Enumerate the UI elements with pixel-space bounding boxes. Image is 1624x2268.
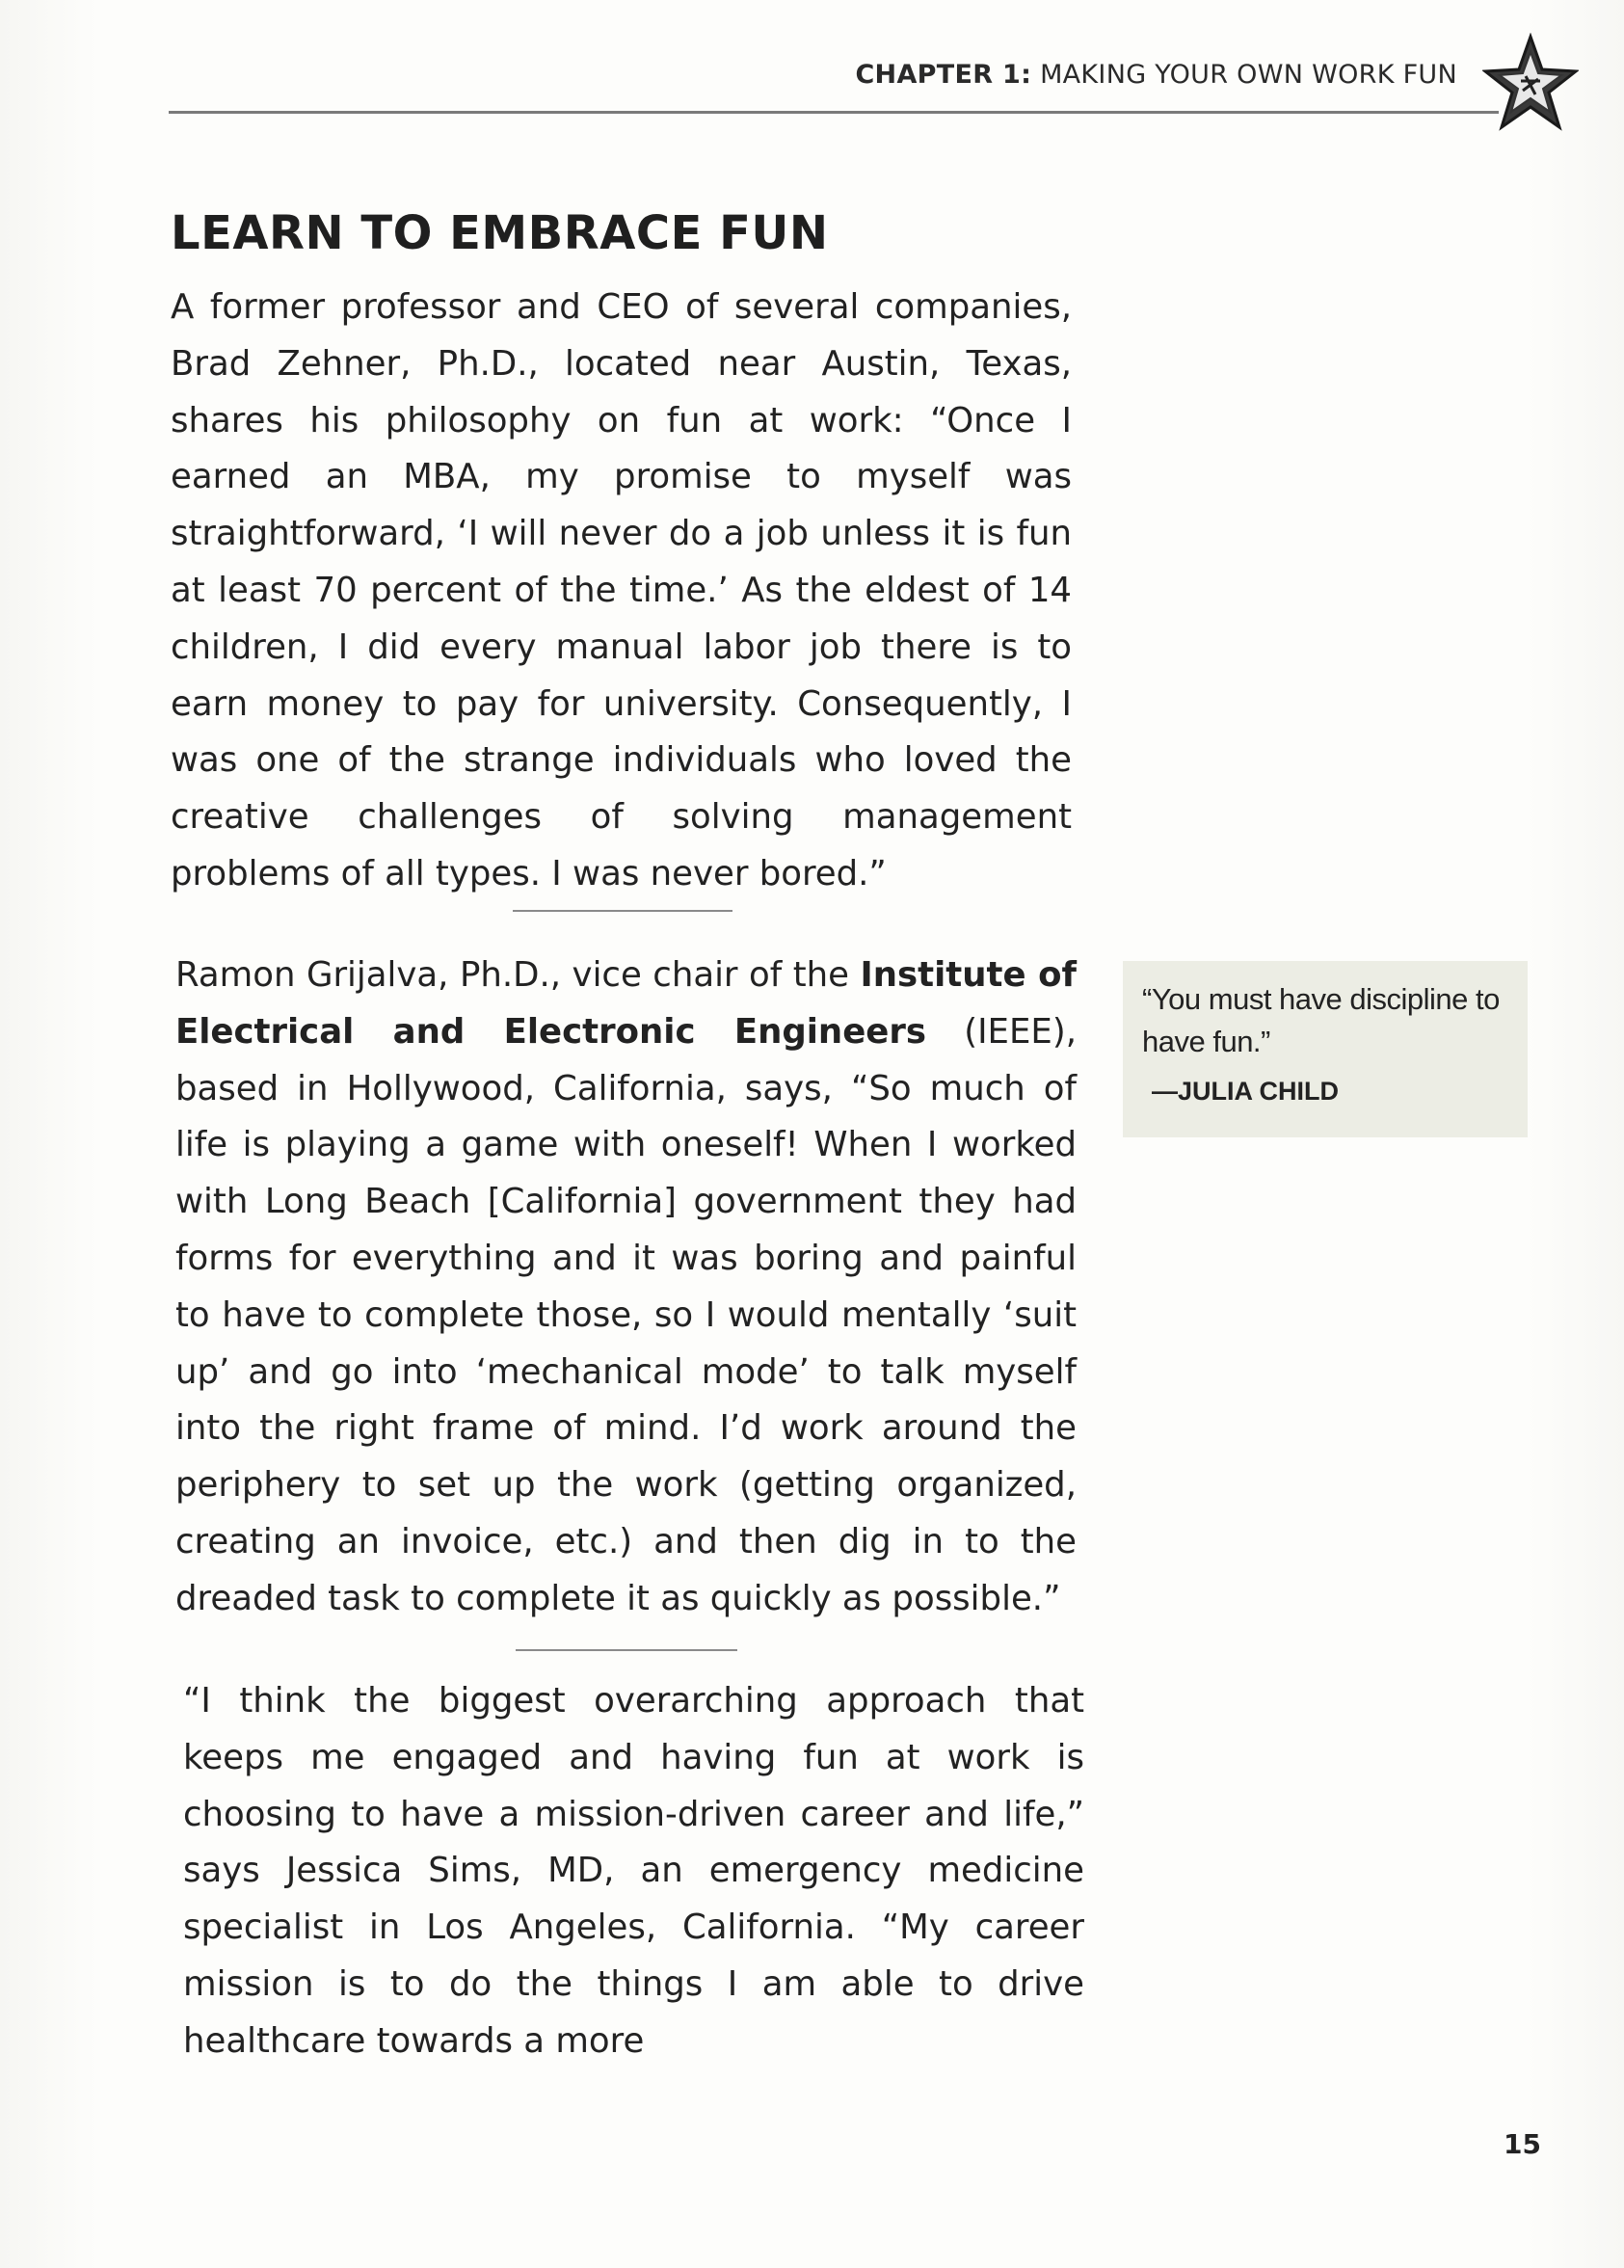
chapter-title: MAKING YOUR OWN WORK FUN — [1040, 60, 1457, 90]
star-icon — [1482, 33, 1579, 139]
paragraph-grijalva — [175, 947, 1077, 1628]
header-rule — [169, 111, 1499, 114]
paragraph-text: (IEEE), based in Hollywood, California, says, “So much of life is playing a game with oneself! When I worked with Long Beach [California] government they had forms for everything and it was boring and painful to have to complete those, so I would mentally ‘suit up’ and go into ‘mechanical mode’ to talk myself into the right frame of mind. I’d work around the periphery to set up the work (getting organized, creating an invoice, etc.) and then dig in to the dreaded task to complete it as quickly as possible.” — [175, 1011, 1077, 1618]
running-head — [0, 60, 1457, 90]
pull-quote-author: —JULIA CHILD — [1152, 1077, 1339, 1106]
section-title: LEARN TO EMBRACE FUN — [171, 206, 829, 260]
page-number: 15 — [1504, 2128, 1541, 2160]
section-divider — [513, 910, 732, 912]
paragraph-zehner: A former professor and CEO of several companies, Brad Zehner, Ph.D., located near Austin, Texas, shares his philosophy on fun at work: “Once I earned an MBA, my promise to myself was straightforward, ‘I will never do a job unless it is fun at least 70 percent of the time.’ As the eldest of 14 children, I did every manual labor job there is to earn money to pay for university. Consequently, I was one of the strange individuals who loved the creative challenges of solving management problems of all types. I was never bored.” — [171, 287, 1072, 894]
pull-quote-text: “You must have discipline to have fun.” — [1142, 982, 1500, 1058]
section-divider — [516, 1649, 737, 1651]
paragraph-text: Ramon Grijalva, Ph.D., vice chair of the — [175, 955, 861, 995]
chapter-label: CHAPTER 1: — [855, 60, 1032, 90]
organization-name: Institute of Electrical and Electronic Engineers — [175, 955, 1078, 1052]
paragraph-sims: “I think the biggest overarching approach that keeps me engaged and having fun at work is choosing to have a mission-driven career and life,” says Jessica Sims, MD, an emergency medicine specialist in Los Angeles, California. “My career mission is to do the things I am able to drive healthcare towards a more — [183, 1681, 1084, 2061]
pull-quote-box — [1123, 961, 1528, 1137]
